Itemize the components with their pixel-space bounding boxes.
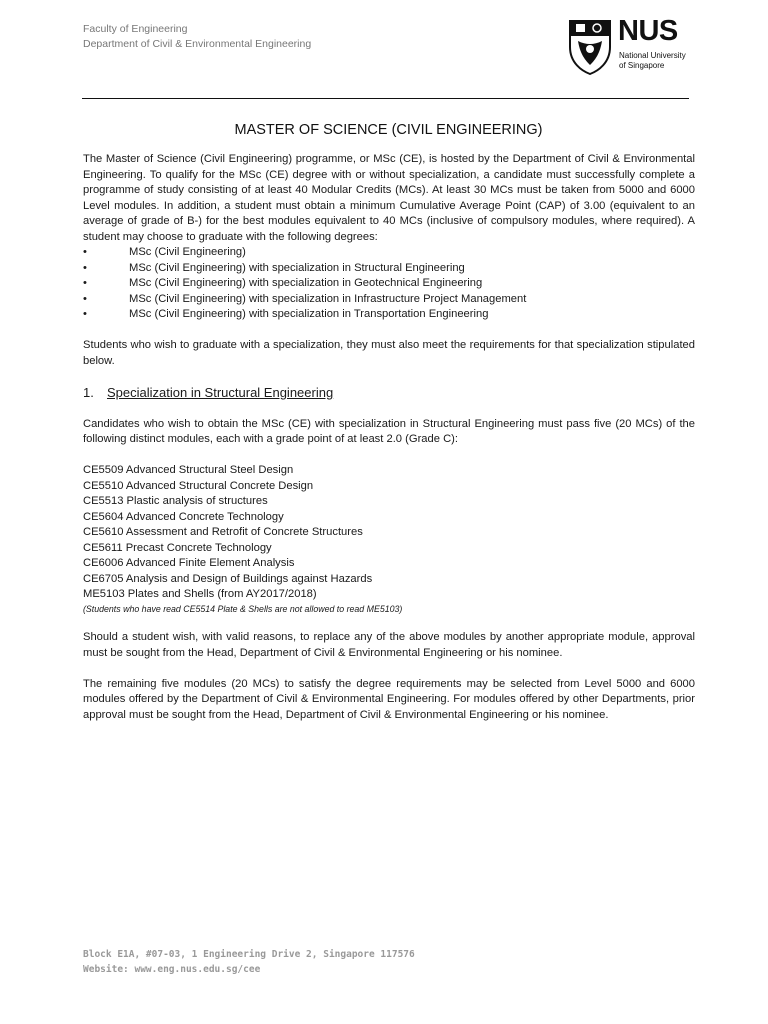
specialization-note: Students who wish to graduate with a specialization, they must also meet the requirements for that specialization stipulated below. xyxy=(83,339,695,367)
module-item: ME5103 Plates and Shells (from AY2017/2018) xyxy=(83,588,317,600)
bullet: • xyxy=(83,246,87,258)
page-title: MASTER OF SCIENCE (CIVIL ENGINEERING) xyxy=(234,122,543,138)
degree-text: MSc (Civil Engineering) xyxy=(129,246,246,258)
module-item: CE5513 Plastic analysis of structures xyxy=(83,495,268,507)
nus-logo xyxy=(568,15,693,77)
nus-acronym: NUS xyxy=(618,15,678,47)
list-item xyxy=(83,307,695,323)
department-name: Department of Civil & Environmental Engineering xyxy=(83,38,312,50)
requirement-paragraph: Candidates who wish to obtain the MSc (CE) with specialization in Structural Engineering must pass five (20 MCs) of the following distinct modules, each with a grade point of at least 2.0 (Grade C): xyxy=(83,417,695,445)
list-item xyxy=(83,245,695,261)
nus-crest-icon xyxy=(568,19,612,75)
intro-paragraph: The Master of Science (Civil Engineering) programme, or MSc (CE), is hosted by the Department of Civil & Environmental Engineering. To qualify for the MSc (CE) degree with or without specialization, a candidate must successfully complete a programme of study consisting of at least 40 Modular Credits (MCs). At least 30 MCs must be taken from 5000 and 6000 Level modules. In addition, a student must obtain a minimum Cumulative Average Point (CAP) of 3.00 (equivalent to an average of grade of B-) for the best modules equivalent to 40 MCs (inclusive of compulsory modules, where required). A student may choose to graduate with the following degrees: xyxy=(83,153,695,243)
letterhead xyxy=(83,22,311,52)
list-item xyxy=(83,292,695,308)
bullet: • xyxy=(83,261,87,274)
faculty-name: Faculty of Engineering xyxy=(83,23,188,35)
remaining-modules-paragraph: The remaining five modules (20 MCs) to satisfy the degree requirements may be selected from Level 5000 and 6000 modules offered by the Department of Civil & Environmental Engineering. For modules offered by other Departments, prior approval must be sought from the Head, Department of Civil & Environmental Engineering or his nominee. xyxy=(83,677,695,721)
degree-text: MSc (Civil Engineering) with specialization in Geotechnical Engineering xyxy=(129,277,483,289)
footer-website: Website: www.eng.nus.edu.sg/cee xyxy=(83,964,261,975)
header-divider xyxy=(82,98,689,99)
nus-name-line2: of Singapore xyxy=(619,60,665,70)
list-item xyxy=(83,276,695,292)
document-body xyxy=(83,152,695,723)
degree-text: MSc (Civil Engineering) with specialization in Infrastructure Project Management xyxy=(129,292,527,305)
module-item: CE5610 Assessment and Retrofit of Concrete Structures xyxy=(83,526,363,538)
footer xyxy=(83,947,415,977)
module-item: CE5611 Precast Concrete Technology xyxy=(83,541,272,554)
section-heading xyxy=(83,385,695,401)
degree-text: MSc (Civil Engineering) with specialization in Transportation Engineering xyxy=(129,308,489,320)
bullet: • xyxy=(83,308,87,320)
module-item: CE6705 Analysis and Design of Buildings against Hazards xyxy=(83,572,373,585)
bullet: • xyxy=(83,277,87,289)
list-item xyxy=(83,261,695,277)
footer-address: Block E1A, #07-03, 1 Engineering Drive 2, Singapore 117576 xyxy=(83,949,415,960)
nus-name-line1: National University xyxy=(619,51,686,60)
module-item: CE5604 Advanced Concrete Technology xyxy=(83,510,284,523)
module-item: CE6006 Advanced Finite Element Analysis xyxy=(83,557,295,569)
replacement-paragraph: Should a student wish, with valid reasons, to replace any of the above modules by another appropriate module, approval must be sought from the Head, Department of Civil & Environmental Engineering or his nominee. xyxy=(83,631,695,659)
degree-text: MSc (Civil Engineering) with specialization in Structural Engineering xyxy=(129,261,465,274)
module-item: CE5509 Advanced Structural Steel Design xyxy=(83,464,294,476)
module-note: (Students who have read CE5514 Plate & Shells are not allowed to read ME5103) xyxy=(83,603,403,614)
section-number: 1. xyxy=(83,385,94,400)
module-item: CE5510 Advanced Structural Concrete Design xyxy=(83,479,314,492)
section-title: Specialization in Structural Engineering xyxy=(107,385,334,400)
bullet: • xyxy=(83,292,87,305)
nus-full-name xyxy=(619,51,686,70)
